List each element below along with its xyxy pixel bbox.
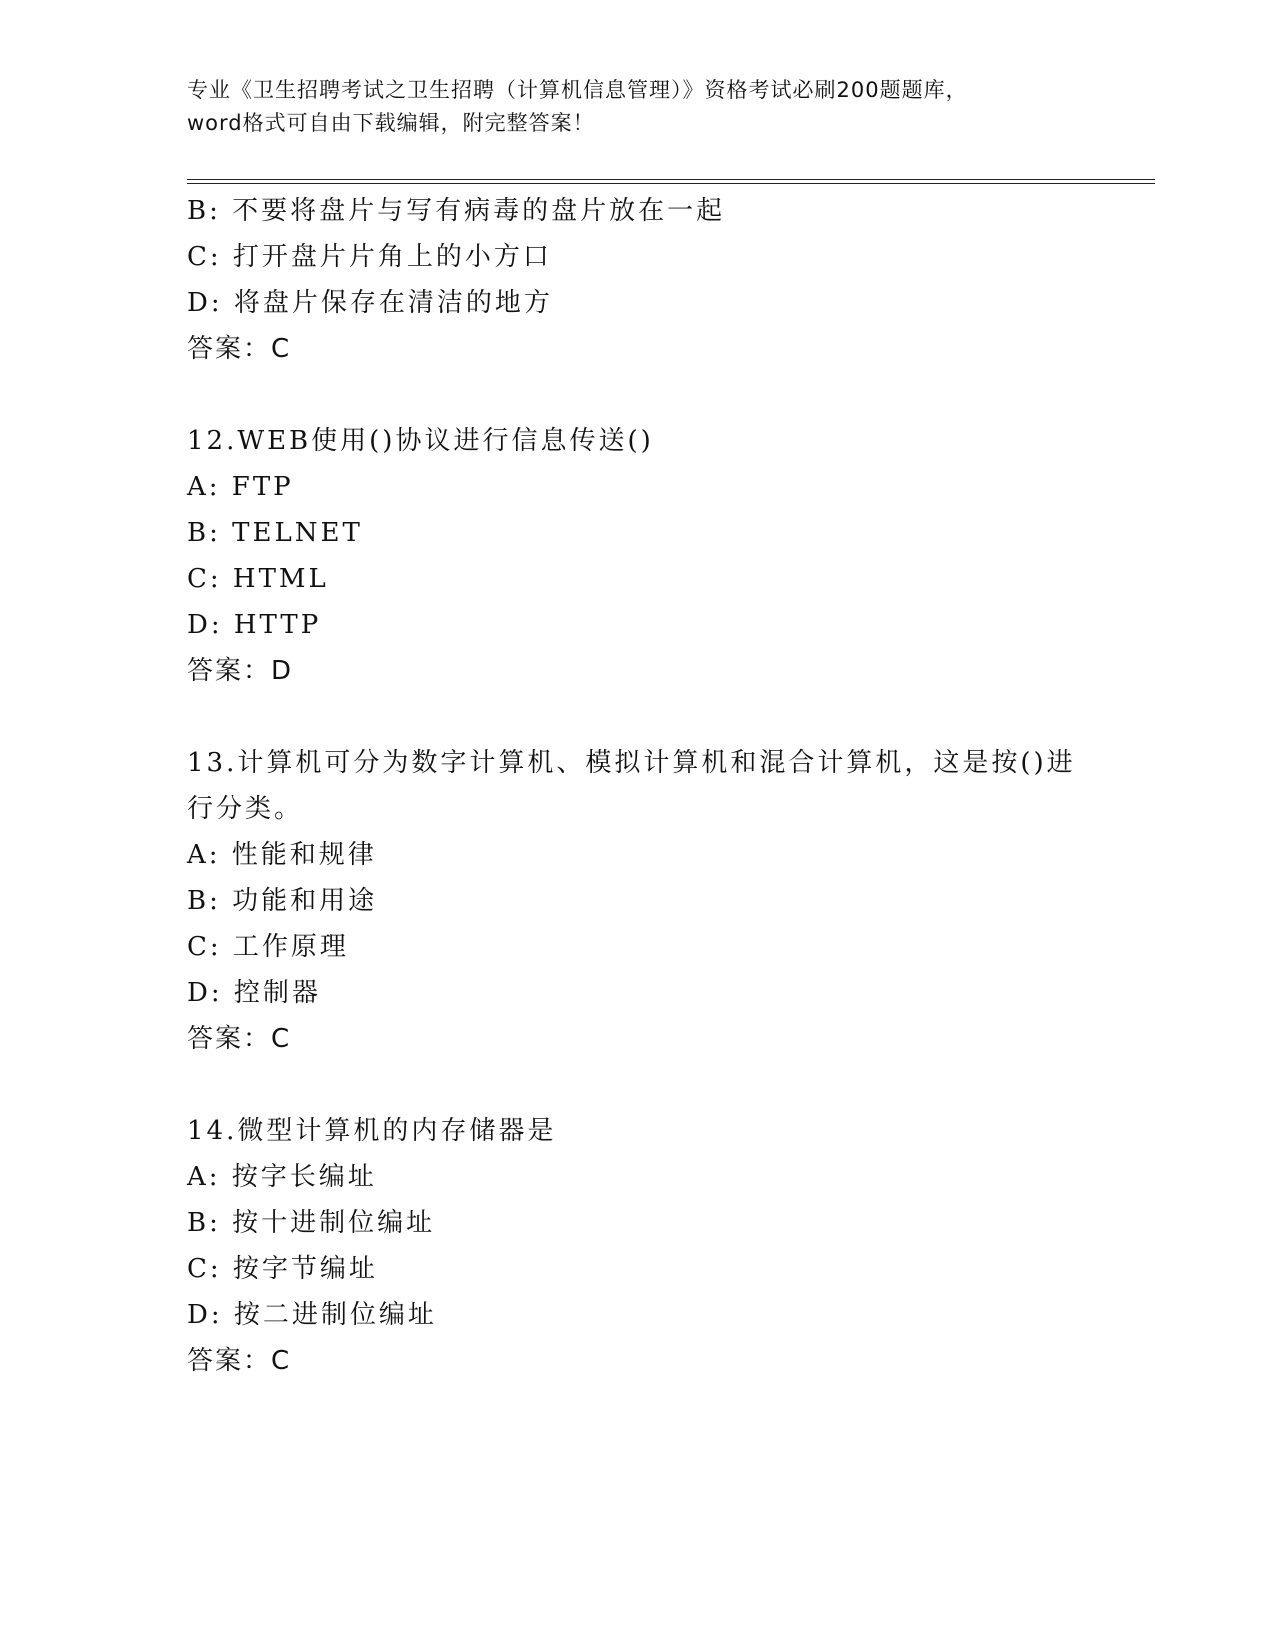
q11-option-c: C: 打开盘片片角上的小方口 [187,242,552,272]
question-12-block [187,418,1087,694]
q12-question: 12.WEB使用()协议进行信息传送() [187,426,654,456]
header-title-line-1: 专业《卫生招聘考试之卫生招聘（计算机信息管理）》资格考试必刷200题题库， [187,78,968,102]
q12-option-c: C: HTML [187,564,329,594]
q13-option-c: C: 工作原理 [187,932,349,962]
q14-question: 14.微型计算机的内存储器是 [187,1116,557,1146]
q12-option-d: D: HTTP [187,610,322,640]
q14-option-b: B: 按十进制位编址 [187,1208,436,1238]
q13-option-a: A: 性能和规律 [187,840,377,870]
header-divider-top [187,179,1155,180]
q14-answer: 答案：C [187,1346,292,1376]
q13-option-d: D: 控制器 [187,978,321,1008]
q13-option-b: B: 功能和用途 [187,886,378,916]
q12-option-b: B: TELNET [187,518,363,548]
q12-answer: 答案：D [187,656,294,686]
q14-option-c: C: 按字节编址 [187,1254,378,1284]
question-14-block [187,1108,1087,1384]
q13-question-line-2: 行分类。 [187,794,304,824]
q13-answer: 答案：C [187,1024,292,1054]
question-list [187,188,1087,1384]
q13-question-line-1: 13.计算机可分为数字计算机、模拟计算机和混合计算机，这是按()进 [187,748,1076,778]
question-13-block [187,740,1087,1062]
document-header [187,74,1087,140]
q11-option-d: D: 将盘片保存在清洁的地方 [187,288,553,318]
q12-option-a: A: FTP [187,472,294,502]
q14-option-a: A: 按字长编址 [187,1162,377,1192]
q11-option-b: B: 不要将盘片与写有病毒的盘片放在一起 [187,196,726,226]
header-divider-bottom [187,183,1155,184]
q11-answer: 答案：C [187,334,292,364]
question-11-block [187,188,1087,372]
spacer [187,372,1087,418]
q14-option-d: D: 按二进制位编址 [187,1300,437,1330]
spacer [187,694,1087,740]
spacer [187,1062,1087,1108]
header-title-line-2: word格式可自由下载编辑，附完整答案！ [187,111,595,135]
